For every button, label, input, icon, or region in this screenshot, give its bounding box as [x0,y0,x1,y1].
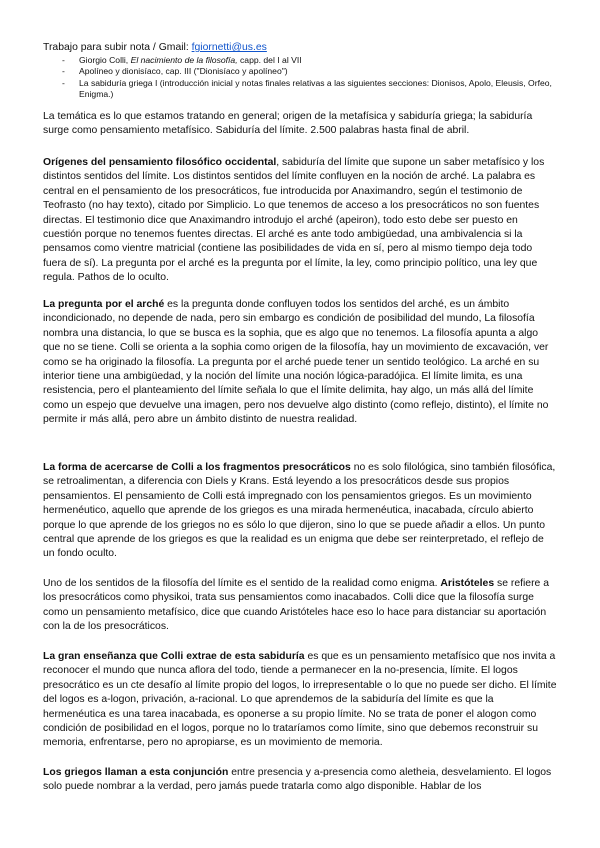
header-line [43,41,267,54]
paragraph-text: Uno de los sentidos de la filosofía del límite es el sentido de la realidad como enigma. [43,578,441,589]
paragraph-text: no es solo filológica, sino también filosófica, se retroalimentan, a diferencia con Diels y Krans. Está leyendo a los presocráticos desde sus propios pensamientos. El pensamiento de Colli está impregnado con los pensamientos griegos. Es un movimiento hermenéutico, aquello que aprende de los griegos es una mirada hermenéutica, inacabada, círculo abierto porque lo que aprende de los griegos no es sólo lo que dijeron, sino lo que se puede añadir a ellos. Un punto central que aprende de los griegos es que la realidad es un enigma que debe ser reinterpretado, el reflejo de un fondo oculto. [43,462,556,560]
list-item-text: Giorgio Colli, [79,55,131,65]
list-item-text: Apolíneo y dionisíaco, cap. III ("Dionisíaco y apolíneo") [79,66,288,77]
paragraph-lead: La forma de acercarse de Colli a los fragmentos presocráticos [43,462,351,473]
paragraph-text: entre presencia y a-presencia como aletheia, desvelamiento. El logos solo puede nombrar a la verdad, pero jamás puede tratarla como algo disponible. Hablar de los [43,767,552,793]
paragraph-text: es que es un pensamiento metafísico que nos invita a reconocer el mundo que nunca aflora del todo, tiende a permanecer en la no-presencia, límite. El logos presocrático es un cte desafío al límite propio del logos, lo irrepresentable o lo que no puede ser dicho. El límite del logos es a-logon, privación, a-racional. Lo que aprendemos de la sabiduría del límite es que la hermenéutica es una tarea inacabada, es oponerse a su propio límite. No se trata de poner el alogon como condición de posibilidad en el logos, porque no lo trataríamos como límite, sino que debemos reconstruir su memoria, enfrentarse, pero no apropiarse, es un movimiento de memoria. [43,651,557,749]
paragraph-lead: Aristóteles [440,578,495,589]
paragraph-origins [43,156,557,286]
paragraph-teaching [43,650,557,751]
list-item-text: La sabiduría griega I (introducción inicial y notas finales relativas a las siguientes secciones: Dionisos, Apolo, Eleusis, Orfeo, Enigma.) [79,77,552,100]
email-link[interactable]: fgiornetti@us.es [191,42,267,53]
header-prefix: Trabajo para subir nota / Gmail: [43,42,192,53]
paragraph-lead: La pregunta por el arché [43,299,165,310]
paragraph-lead: Orígenes del pensamiento filosófico occidental [43,157,277,168]
paragraph-lead: La gran enseñanza que Colli extrae de esta sabiduría [43,651,305,662]
reading-list [62,55,562,101]
paragraph-text: se refiere a los presocráticos como physikoi, trata sus pensamientos como inacabados. Colli dice que la filosofía surge como un pensamiento metafísico, dice que cuando Aristóteles hace eso lo hace para distanciar su aportación con la de los presocráticos. [43,578,549,633]
paragraph-text: La temática es lo que estamos tratando en general; origen de la metafísica y sabiduría griega; la sabiduría surge como pensamiento metafísico. Sabiduría del límite. 2.500 palabras hasta final de abril. [43,111,533,137]
list-item [62,55,562,66]
paragraph-text: es la pregunta donde confluyen todos los sentidos del arché, es un ámbito incondicionado, no depende de nada, pero sin embargo es condición de posibilidad del mundo, La filosofía nombra una distancia, lo que se busca es la sophia, que es algo que no tenemos. La filosofía apunta a algo que no se tiene. Colli se orienta a la sophia como origen de la filosofía, hay un movimiento de excavación, ver como se ha originado la filosofía. La pregunta por el arché puede tener un sentido teológico. La arché en su interior tiene una ambigüedad, y la noción del límite una noción lógica-paradójica. El límite limita, es una resistencia, pero el planteamiento del límite señala lo que el límite delimita, hay algo, un más allá del límite como un espejo que devuelve una imagen, pero nos devuelve algo distinto (como reflejo, distinto), el límite no permite ir más allá, pero abre un ámbito distinto de nuestra realidad. [43,299,549,426]
list-item-text: capp. del I al VII [237,55,302,65]
book-title: El nacimiento de la filosofía, [130,55,238,65]
paragraph-intro [43,110,557,139]
bullet-dash: - [62,55,65,65]
bullet-dash: - [62,77,65,88]
bullet-dash: - [62,66,65,77]
paragraph-arche-question [43,298,557,428]
paragraph-greeks [43,766,557,795]
paragraph-text: , sabiduría del límite que supone un saber metafísico y los distintos sentidos del límite. Los distintos sentidos del límite confluyen en la noción de arché. La palabra es central en el pensamiento de los presocráticos, fue introducida por Anaximandro, según el testimonio de Teofrasto (no hay texto), citado por Simplicio. Lo que tenemos de acceso a los presocráticos no son fuentes directas. El testimonio dice que Anaximandro introdujo el arché (apeiron), todo esto debe ser puesto en cuestión porque no tenemos fuentes directas. El arché es ante todo ambigüedad, una ambivalencia si la pensamos como vientre matricial (contiene las posibilidades de vida en sí, pero al mismo tiempo deja todo fuera de sí). La pregunta por el arché es la pregunta por el límite, la ley, como principio político, una ley que regula. Pathos de lo oculto. [43,157,545,284]
paragraph-lead: Los griegos llaman a esta conjunción [43,767,229,778]
paragraph-aristotle [43,577,557,635]
paragraph-colli-approach [43,461,557,562]
list-item [62,66,562,77]
list-item [62,78,562,101]
